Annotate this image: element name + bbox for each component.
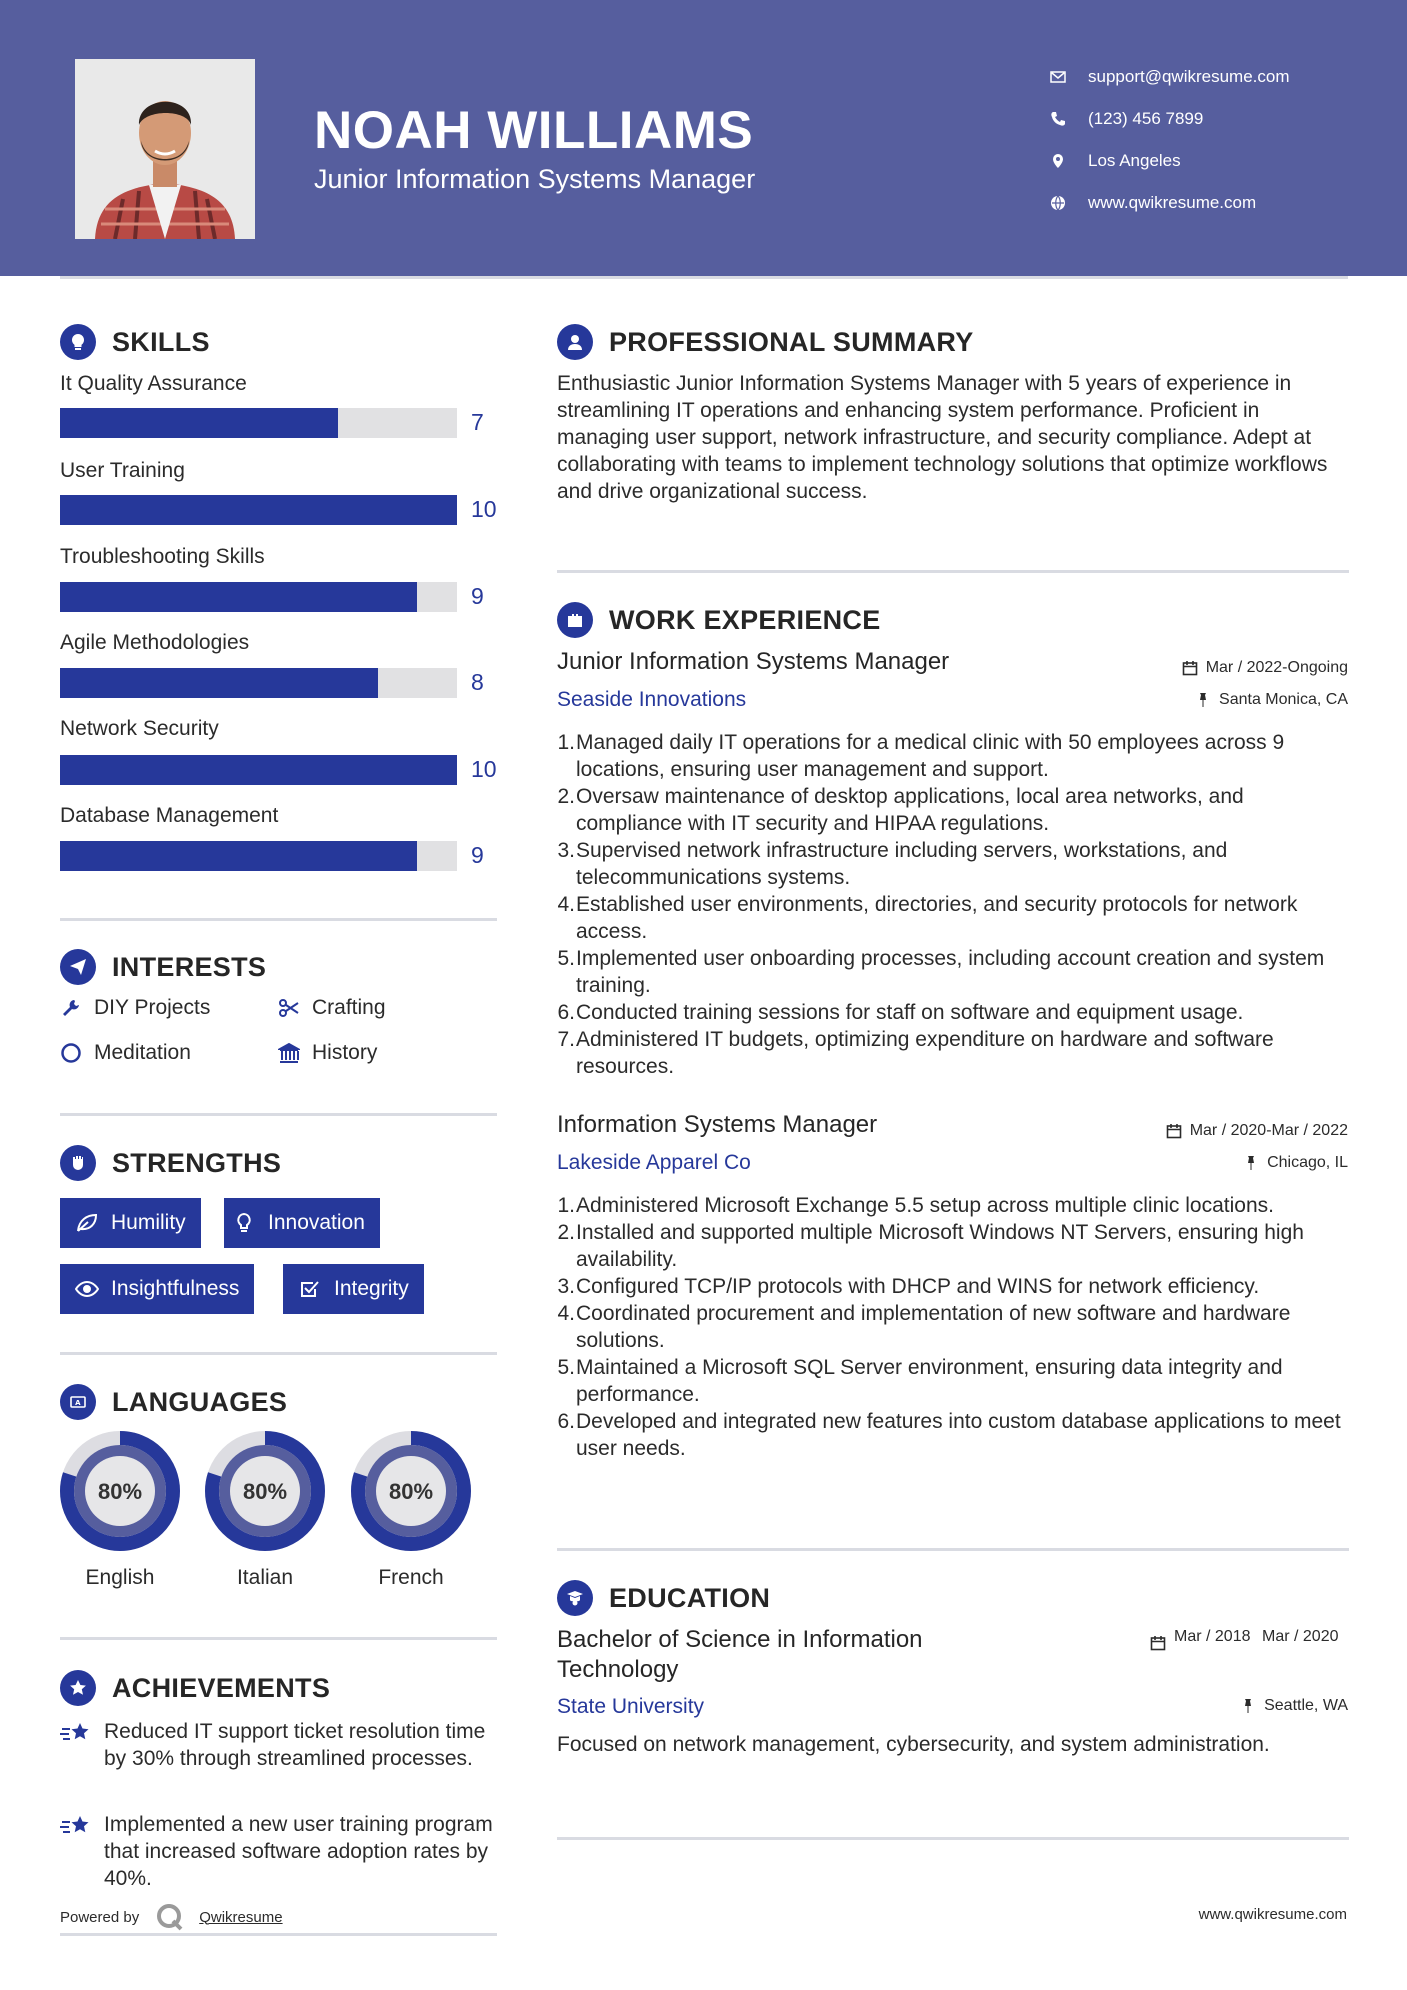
- education-date: [1150, 1627, 1350, 1651]
- education-description: Focused on network management, cybersecurity, and system administration.: [557, 1733, 1270, 1756]
- lightbulb-icon: [60, 324, 96, 360]
- contact-email[interactable]: support@qwikresume.com: [1050, 56, 1290, 98]
- achievement-item: Reduced IT support ticket resolution time by 30% through streamlined processes.: [60, 1718, 500, 1772]
- shooting-star-icon: [60, 1813, 92, 1839]
- strength-chip: Integrity: [283, 1264, 424, 1314]
- language-name: French: [378, 1566, 444, 1589]
- list-item: 7. Administered IT budgets, optimizing expenditure on hardware and software resources.: [557, 1028, 1274, 1078]
- phone-icon: [1050, 111, 1088, 127]
- language-gauge: [59, 1430, 181, 1552]
- calendar-icon: [1150, 1635, 1166, 1651]
- paper-plane-icon: [60, 949, 96, 985]
- list-item: 4. Coordinated procurement and implementation of new software and hardware solutions.: [557, 1302, 1291, 1352]
- section-divider: [557, 1548, 1349, 1551]
- section-divider: [557, 1837, 1349, 1840]
- pushpin-icon: [1240, 1698, 1256, 1714]
- leaf-icon: [75, 1212, 99, 1234]
- powered-by: Powered by Qwikresume: [60, 1902, 283, 1932]
- briefcase-icon: [557, 602, 593, 638]
- summary-heading: PROFESSIONAL SUMMARY: [557, 324, 974, 360]
- candidate-role: Junior Information Systems Manager: [314, 164, 756, 194]
- list-item: 1. Administered Microsoft Exchange 5.5 setup across multiple clinic locations.: [557, 1194, 1274, 1217]
- list-item: 6. Conducted training sessions for staff on software and equipment usage.: [557, 1001, 1244, 1024]
- skill-bar: [60, 841, 457, 871]
- interest-item: Meditation: [60, 1041, 191, 1065]
- language-item: [350, 1430, 472, 1590]
- language-percent: 80%: [388, 1479, 434, 1504]
- scissors-icon: [278, 997, 300, 1019]
- job-title: Junior Information Systems Manager: [557, 648, 950, 675]
- envelope-icon: [1050, 69, 1088, 85]
- education-end: Mar / 2020: [1262, 1628, 1339, 1645]
- language-item: [59, 1430, 181, 1590]
- map-marker-icon: [1050, 153, 1088, 169]
- list-item: 5. Implemented user onboarding processes, including account creation and system training.: [557, 947, 1325, 997]
- shooting-star-icon: [60, 1720, 92, 1746]
- education-location: Seattle, WA: [1240, 1697, 1348, 1715]
- language-gauge: [204, 1430, 326, 1552]
- skill-bar: [60, 668, 457, 698]
- education-heading: EDUCATION: [557, 1580, 770, 1616]
- strength-chip: Humility: [60, 1198, 201, 1248]
- museum-icon: [278, 1042, 300, 1064]
- language-gauge: [350, 1430, 472, 1552]
- skill-value: 10: [471, 496, 497, 522]
- list-item: 6. Developed and integrated new features into custom database applications to meet user needs.: [557, 1410, 1341, 1460]
- interest-item: History: [278, 1041, 377, 1065]
- calendar-icon: [1182, 660, 1198, 676]
- qwikresume-logo-icon: [155, 1902, 185, 1932]
- skill-label: User Training: [60, 459, 185, 482]
- skill-label: It Quality Assurance: [60, 372, 247, 395]
- work-heading: WORK EXPERIENCE: [557, 602, 881, 638]
- contact-website[interactable]: www.qwikresume.com: [1050, 182, 1290, 224]
- list-item: 2. Installed and supported multiple Microsoft Windows NT Servers, ensuring high availability.: [557, 1221, 1304, 1271]
- company-name: Seaside Innovations: [557, 688, 747, 711]
- education-start: Mar / 2018: [1174, 1628, 1251, 1645]
- skill-label: Database Management: [60, 804, 279, 827]
- svg-text:A: A: [75, 1399, 81, 1407]
- strengths-heading: STRENGTHS: [60, 1145, 281, 1181]
- globe-icon: [1050, 195, 1088, 211]
- header-divider: [60, 276, 1348, 279]
- interest-item: DIY Projects: [60, 996, 210, 1020]
- interests-heading: INTERESTS: [60, 949, 266, 985]
- summary-text: Enthusiastic Junior Information Systems Manager with 5 years of experience in streamlining IT operations and enhancing system performance. Proficient in managing user support, network infrastructure, and security compliance. Adept at collaborating with teams to implement technology solutions that optimize workflows and drive organizational success.: [557, 372, 1328, 503]
- school-name: State University: [557, 1695, 705, 1718]
- strength-chip: Innovation: [224, 1198, 380, 1248]
- pushpin-icon: [1243, 1155, 1259, 1171]
- job-location: Santa Monica, CA: [1195, 691, 1348, 709]
- list-item: 3. Supervised network infrastructure including servers, workstations, and telecommunications systems.: [557, 839, 1228, 889]
- job-date: Mar / 2020-Mar / 2022: [1166, 1122, 1348, 1140]
- footer-divider: [60, 1933, 497, 1936]
- qwikresume-link[interactable]: Qwikresume: [199, 1908, 283, 1926]
- skill-value: 8: [471, 669, 484, 695]
- circle-icon: [60, 1042, 82, 1064]
- skill-bar: [60, 495, 457, 525]
- skill-bar-fill: [60, 841, 417, 871]
- list-item: 5. Maintained a Microsoft SQL Server environment, ensuring data integrity and performance.: [557, 1356, 1283, 1406]
- star-badge-icon: [60, 1670, 96, 1706]
- language-name: Italian: [236, 1566, 294, 1589]
- contact-phone[interactable]: (123) 456 7899: [1050, 98, 1290, 140]
- job-title: Information Systems Manager: [557, 1111, 878, 1138]
- skill-label: Network Security: [60, 717, 219, 740]
- fist-icon: [60, 1145, 96, 1181]
- lightbulb-icon: [232, 1212, 256, 1234]
- section-divider: [557, 570, 1349, 573]
- skill-bar-fill: [60, 668, 378, 698]
- skill-bar-fill: [60, 582, 417, 612]
- skill-bar: [60, 582, 457, 612]
- contact-list: [1050, 56, 1290, 224]
- skills-heading: SKILLS: [60, 324, 210, 360]
- footer-website[interactable]: www.qwikresume.com: [1198, 1906, 1347, 1923]
- achievement-item: Implemented a new user training program that increased software adoption rates by 40%.: [60, 1811, 500, 1892]
- language-item: [204, 1430, 326, 1590]
- achievements-heading: ACHIEVEMENTS: [60, 1670, 330, 1706]
- graduate-icon: [557, 1580, 593, 1616]
- pushpin-icon: [1195, 692, 1211, 708]
- eye-icon: [75, 1278, 99, 1300]
- language-percent: 80%: [97, 1479, 143, 1504]
- job-bullets: [557, 1192, 1352, 1462]
- section-divider: [60, 1637, 497, 1640]
- skill-value: 9: [471, 583, 484, 609]
- list-item: 2. Oversaw maintenance of desktop applications, local area networks, and compliance with IT security and HIPAA regulations.: [557, 785, 1244, 835]
- profile-photo: [75, 59, 255, 239]
- list-item: 1. Managed daily IT operations for a medical clinic with 50 employees across 9 locations, ensuring user management and support.: [557, 731, 1285, 781]
- language-icon: [60, 1384, 96, 1420]
- skill-bar-fill: [60, 495, 457, 525]
- job-bullets: [557, 729, 1352, 1080]
- contact-location: Los Angeles: [1050, 140, 1290, 182]
- skill-label: Agile Methodologies: [60, 631, 250, 654]
- job-date: Mar / 2022-Ongoing: [1182, 659, 1348, 677]
- section-divider: [60, 1113, 497, 1116]
- list-item: 4. Established user environments, directories, and security protocols for network access.: [557, 893, 1298, 943]
- wrench-icon: [60, 997, 82, 1019]
- languages-heading: A LANGUAGES: [60, 1384, 287, 1420]
- skill-bar: [60, 408, 457, 438]
- calendar-icon: [1166, 1123, 1182, 1139]
- skill-bar-fill: [60, 408, 338, 438]
- section-divider: [60, 1352, 497, 1355]
- skill-value: 7: [471, 409, 484, 435]
- skill-bar-fill: [60, 755, 457, 785]
- skill-value: 10: [471, 756, 497, 782]
- candidate-name: NOAH WILLIAMS: [314, 101, 754, 160]
- skill-bar: [60, 755, 457, 785]
- skill-label: Troubleshooting Skills: [60, 545, 265, 568]
- strength-chip: Insightfulness: [60, 1264, 254, 1314]
- list-item: 3. Configured TCP/IP protocols with DHCP and WINS for network efficiency.: [557, 1275, 1260, 1298]
- company-name: Lakeside Apparel Co: [557, 1151, 751, 1174]
- user-icon: [557, 324, 593, 360]
- language-name: English: [85, 1566, 155, 1589]
- skill-value: 9: [471, 842, 484, 868]
- language-percent: 80%: [242, 1479, 288, 1504]
- degree-title: Bachelor of Science in Information Technology: [557, 1626, 923, 1683]
- section-divider: [60, 918, 497, 921]
- resume-header: [0, 0, 1407, 276]
- check-square-icon: [298, 1278, 322, 1300]
- interest-item: Crafting: [278, 996, 386, 1020]
- job-location: Chicago, IL: [1243, 1154, 1348, 1172]
